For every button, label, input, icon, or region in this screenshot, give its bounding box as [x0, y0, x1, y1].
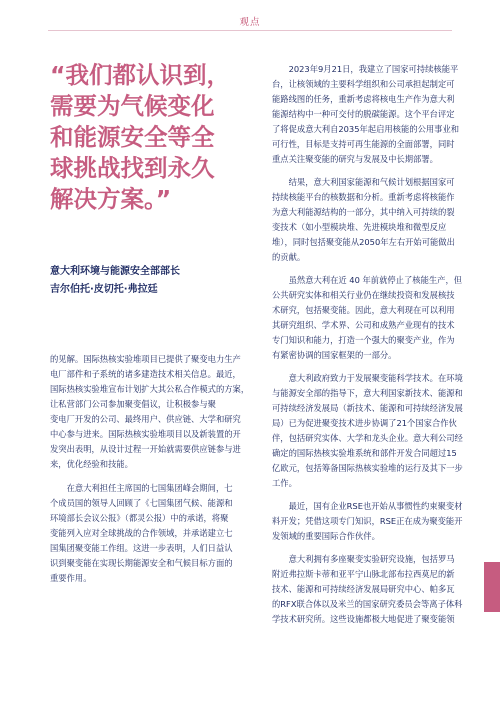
- paragraph: [272, 499, 470, 544]
- text-line: 结果，意大利国家能源和气候计划根据国家可: [288, 177, 455, 187]
- text-line: 技术、能源和可持续经济发展局研究中心、帕多瓦: [272, 584, 455, 594]
- text-line: 工作。: [272, 478, 297, 488]
- paragraph: [50, 352, 256, 472]
- text-line: 学技术研究所。这些设施都极大地促进了聚变能领: [272, 614, 455, 624]
- text-line: 确定的国际热核实验堆系统和部件开发合同超过15: [272, 448, 457, 458]
- text-line: 2023年9月21日，我建立了国家可持续核能平: [288, 64, 459, 74]
- paragraph: [272, 273, 470, 363]
- text-line: 可持续经济发展局（新技术、能源和可持续经济发展: [272, 403, 463, 413]
- text-line: 让私营部门公司参加聚变倡议，让积极参与聚: [50, 399, 216, 409]
- text-line: 与能源安全部的指导下，意大利国家新技术、能源和: [272, 388, 463, 398]
- text-line: 国集团聚变能工作组。这进一步表明，人们日益认: [50, 543, 233, 553]
- author-title: 意大利环境与能源安全部部长: [50, 266, 180, 277]
- text-line: 持续核能平台的核数据和分析。重新考虑将核能作: [272, 192, 455, 202]
- text-line: 可行性，目标是支持可再生能源的全面部署，同时: [272, 139, 455, 149]
- left-column: [50, 352, 256, 586]
- text-line: 能路线图的任务，重新考虑将核电生产作为意大利: [272, 94, 455, 104]
- text-line: 环境部长会议公报》（都灵公报）中的承诺，将聚: [50, 513, 229, 523]
- text-line: 在意大利担任主席国的七国集团峰会期间，七: [66, 483, 233, 493]
- text-line: 重要作用。: [50, 573, 92, 583]
- text-line: 能源结构中一种可交付的脱碳能源。这个平台评定: [272, 109, 455, 119]
- text-line: 变电厂开发的公司、最终用户、供应链、大学和研究: [50, 414, 241, 424]
- text-line: 最近，国有企业RSE也开始从事惯性约束聚变材: [288, 501, 463, 511]
- text-line: 意大利拥有多座聚变实验研究设施，包括罗马: [288, 554, 455, 564]
- text-line: 虽然意大利在近 40 年前就停止了核能生产，但: [288, 275, 463, 285]
- text-line: 发领域的重要国际合作伙伴。: [272, 531, 380, 541]
- text-line: 发突出表明，从设计过程一开始就需要供应链参与进: [50, 444, 241, 454]
- text-line: 国际热核实验堆宣布计划扩大其公私合作模式的方案，: [50, 384, 250, 394]
- text-line: 专门知识和能力，打造一个强大的聚变产业，作为: [272, 335, 455, 345]
- text-line: 附近弗拉斯卡蒂和亚平宁山脉北部布拉西莫尼的新: [272, 569, 455, 579]
- text-line: 料开发；凭借这项专门知识，RSE正在成为聚变能开: [272, 516, 463, 526]
- text-line: 堆），同时包括聚变能从2050年左右开始可能做出: [272, 237, 455, 247]
- text-line: 的见解。国际热核实验堆项目已提供了聚变电力生产: [50, 354, 241, 364]
- page-edge-tab: [484, 562, 500, 612]
- header-divider: [48, 30, 452, 31]
- text-line: 变能列入应对全球挑战的合作领域，并承诺建立七: [50, 528, 233, 538]
- text-line: 局）已为促进聚变技术进步协调了21个国家合作伙: [272, 418, 457, 428]
- text-line: 了将促成意大利自2035年起启用核能的公用事业和: [272, 124, 460, 134]
- text-line: 为意大利能源结构的一部分，其中纳入可持续的裂: [272, 207, 455, 217]
- quote-line: 需要为气候变化: [50, 92, 215, 120]
- section-header: 观点: [239, 17, 261, 28]
- text-line: 来，优化经验和技能。: [50, 459, 133, 469]
- quote-line: “我们都认识到，: [50, 61, 230, 89]
- text-line: 重点关注聚变能的研究与发展及中长期部署。: [272, 154, 438, 164]
- text-line: 中心参与进来。国际热核实验堆项目以及新装置的开: [50, 429, 241, 439]
- quote-line: 和能源安全等全: [50, 123, 215, 151]
- text-line: 变技术（如小型模块堆、先进模块堆和微型反应: [272, 222, 447, 232]
- paragraph: [272, 175, 470, 265]
- author-name: 吉尔伯托·皮切托·弗拉廷: [50, 284, 158, 295]
- paragraph: [272, 371, 470, 491]
- text-line: 伴，包括研究实体、大学和龙头企业。意大利公司经: [272, 433, 463, 443]
- paragraph: [272, 552, 470, 627]
- text-line: 个成员国的领导人回顾了《七国集团气候、能源和: [50, 498, 233, 508]
- quote-line: 解决方案。”: [50, 185, 172, 213]
- paragraph: [50, 481, 256, 586]
- text-line: 意大利政府致力于发展聚变能科学技术。在环境: [288, 373, 463, 383]
- paragraph: [272, 62, 470, 167]
- text-line: 识到聚变能在实现长期能源安全和气候目标方面的: [50, 558, 233, 568]
- text-line: 其研究组织、学术界、公司和成熟产业现有的技术: [272, 320, 455, 330]
- text-line: 的贡献。: [272, 252, 306, 262]
- text-line: 台，让核领域的主要科学组织和公司承担起制定可: [272, 79, 455, 89]
- text-line: 公共研究实体和相关行业仍在继续投资和发展核技: [272, 290, 455, 300]
- text-line: 的RFX联合体以及米兰的国家研究委员会等离子体科: [272, 599, 463, 609]
- text-line: 有紧密协调的国家框架的一部分。: [272, 350, 397, 360]
- pull-quote: [50, 60, 255, 215]
- right-column: [272, 62, 470, 627]
- text-line: 亿欧元，包括筹备国际热核实验堆的运行及其下一步: [272, 463, 463, 473]
- text-line: 术研究，包括聚变能。因此，意大利现在可以利用: [272, 305, 455, 315]
- quote-line: 球挑战找到永久: [50, 154, 215, 182]
- text-line: 电厂部件和子系统的诸多建造技术相关信息。最近，: [50, 369, 241, 379]
